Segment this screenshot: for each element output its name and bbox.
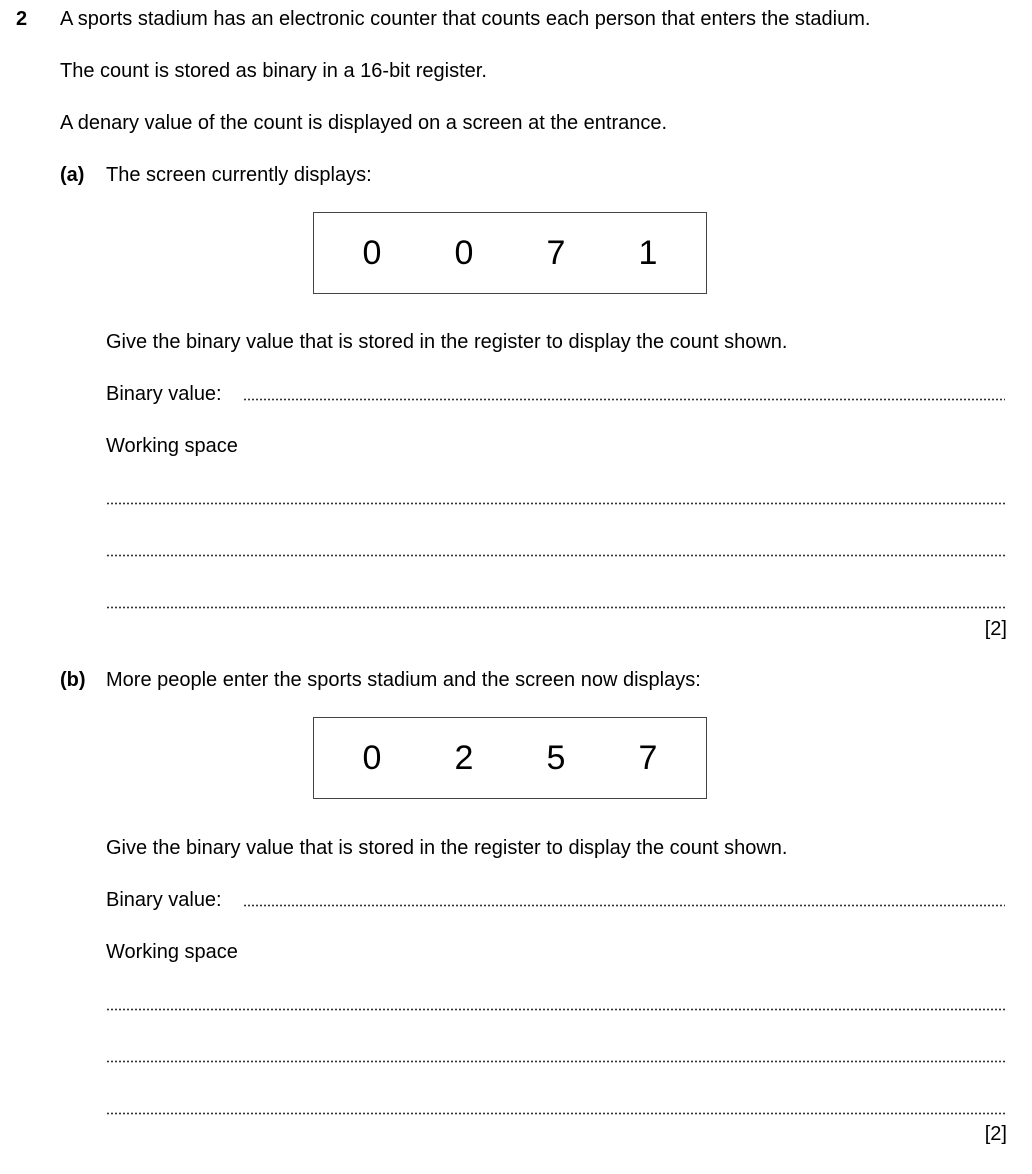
part-a-marks: [2] <box>984 618 1007 640</box>
display-digit: 0 <box>362 234 382 272</box>
part-a-label: (a) <box>60 164 85 186</box>
counter-display-b <box>313 717 707 799</box>
part-b-working-line-2[interactable] <box>106 1060 1005 1063</box>
intro-line-2: The count is stored as binary in a 16-bit register. <box>60 60 487 82</box>
part-a-instruction: Give the binary value that is stored in the register to display the count shown. <box>106 331 788 353</box>
part-b-binary-label: Binary value: <box>106 889 222 911</box>
part-b-instruction: Give the binary value that is stored in the register to display the count shown. <box>106 837 788 859</box>
intro-line-3: A denary value of the count is displayed on a screen at the entrance. <box>60 112 668 134</box>
display-digit: 1 <box>638 234 658 272</box>
part-b-working-label: Working space <box>106 941 238 963</box>
display-digit: 0 <box>362 739 382 777</box>
display-digit: 5 <box>546 739 566 777</box>
display-digit: 2 <box>454 739 474 777</box>
part-a-prompt: The screen currently displays: <box>106 164 372 186</box>
display-digit: 7 <box>638 739 658 777</box>
intro-line-1: A sports stadium has an electronic counter that counts each person that enters the stadium. <box>60 8 871 30</box>
part-b-binary-answer-line[interactable] <box>243 904 1005 907</box>
part-a-working-line-3[interactable] <box>106 606 1005 609</box>
part-a-binary-answer-line[interactable] <box>243 398 1005 401</box>
part-a-binary-label: Binary value: <box>106 383 222 405</box>
part-a-working-line-2[interactable] <box>106 554 1005 557</box>
part-b-working-line-1[interactable] <box>106 1008 1005 1011</box>
part-b-marks: [2] <box>984 1123 1007 1145</box>
part-a-working-line-1[interactable] <box>106 502 1005 505</box>
part-b-working-line-3[interactable] <box>106 1112 1005 1115</box>
counter-display-a <box>313 212 707 294</box>
display-digit: 7 <box>546 234 566 272</box>
part-a-working-label: Working space <box>106 435 238 457</box>
question-number: 2 <box>16 8 28 30</box>
part-b-prompt: More people enter the sports stadium and the screen now displays: <box>106 669 701 691</box>
part-b-label: (b) <box>60 669 86 691</box>
display-digit: 0 <box>454 234 474 272</box>
